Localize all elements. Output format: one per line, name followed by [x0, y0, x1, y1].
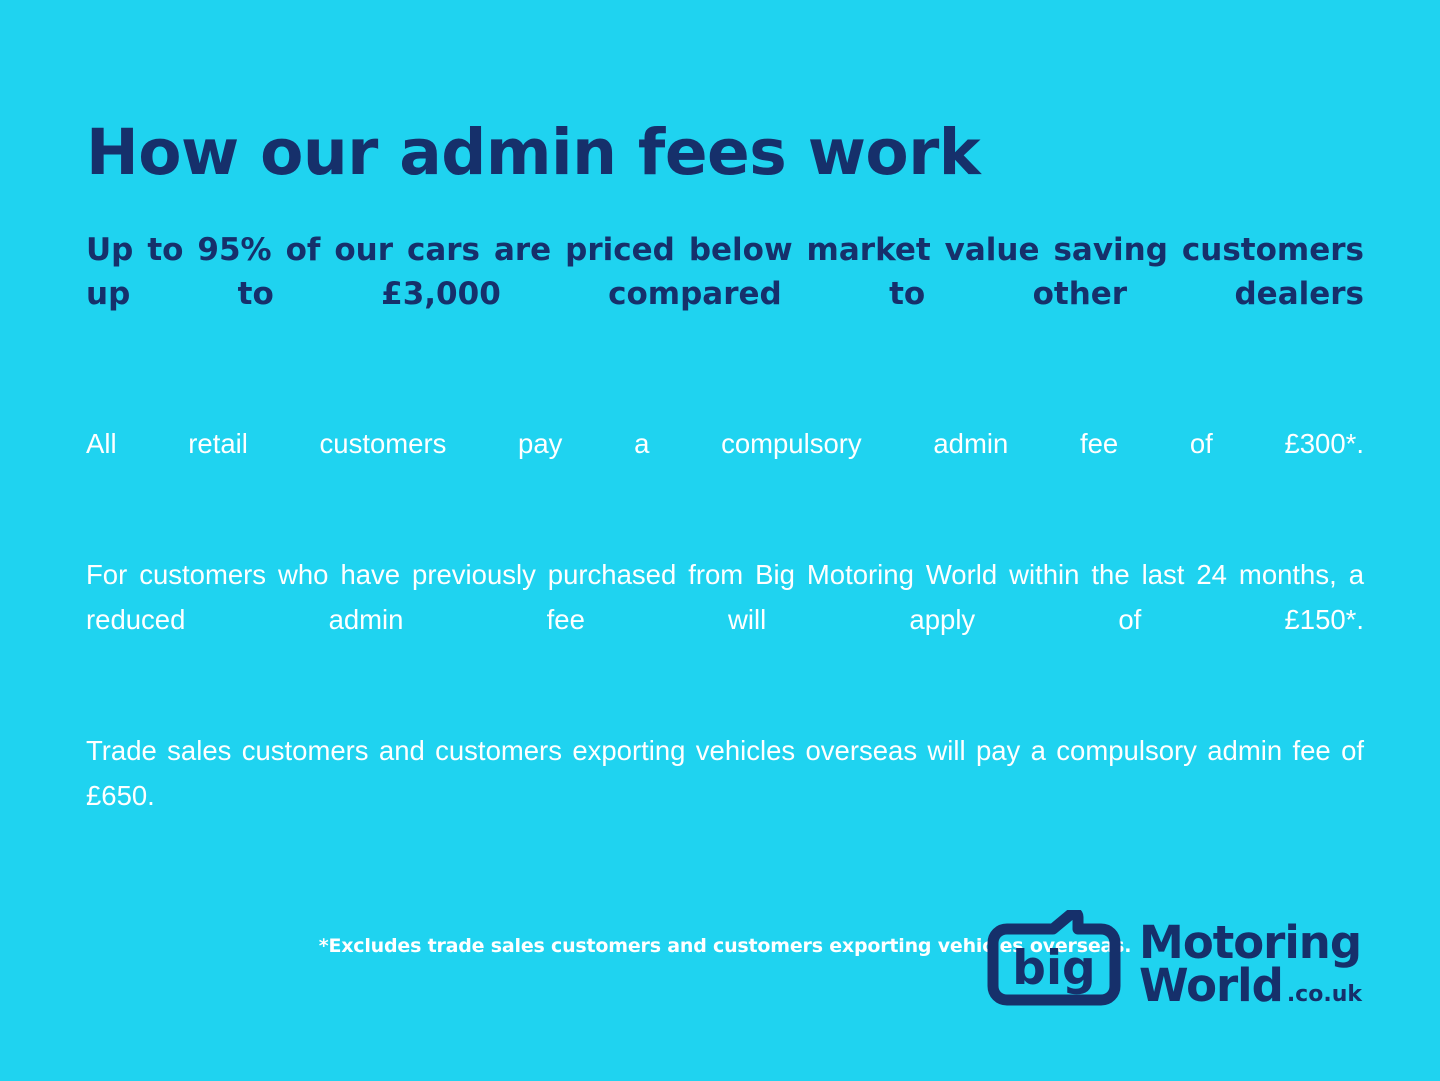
brand-wordmark-line1: Motoring [1139, 916, 1362, 970]
page-title: How our admin fees work [86, 116, 981, 189]
brand-logo [979, 910, 1362, 1019]
brand-wordmark-line2: World [1139, 958, 1283, 1012]
body-paragraph-trade-export-fee: Trade sales customers and customers exporting vehicles overseas will pay a compulsory admin fee of £650. [86, 735, 1364, 811]
slide-content [86, 0, 1362, 976]
brand-wordmark [1139, 916, 1362, 1012]
body-paragraph-returning-customer-fee: For customers who have previously purchased from Big Motoring World within the last 24 months, a reduced admin fee will apply of £150*. [86, 559, 1364, 636]
brand-wordmark-tld: .co.uk [1286, 981, 1362, 1007]
footnote-text: *Excludes trade sales customers and customers exporting vehicles overseas. [318, 934, 1132, 957]
big-car-badge-icon [979, 910, 1129, 1019]
body-paragraph-retail-fee: All retail customers pay a compulsory admin fee of £300*. [86, 428, 1364, 460]
brand-wordmark-line2-row [1139, 958, 1362, 1012]
subheading-text: Up to 95% of our cars are priced below market value saving customers up to £3,000 compared to other dealers [86, 232, 1364, 313]
svg-text:big: big [1012, 941, 1096, 996]
